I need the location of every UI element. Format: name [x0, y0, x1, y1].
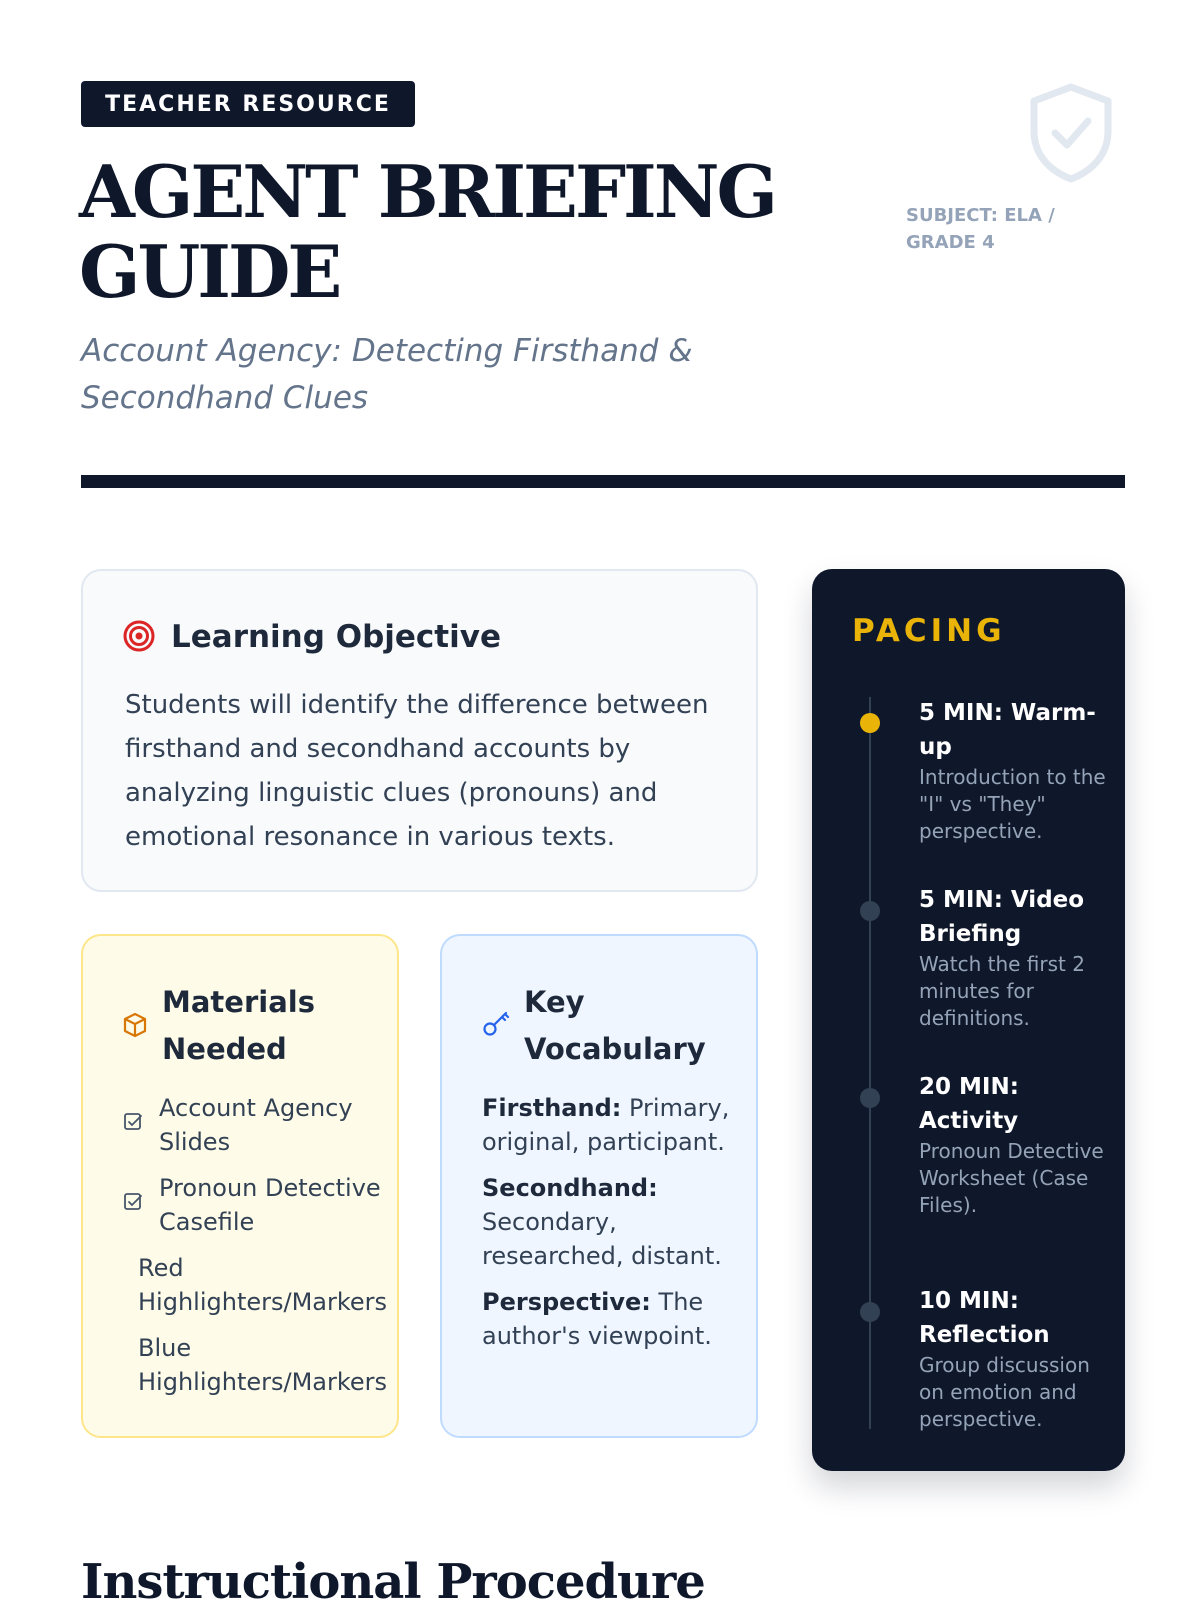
vocabulary-definition: Secondary, researched, distant. [482, 1208, 722, 1270]
vocabulary-card [440, 934, 758, 1438]
learning-objective-heading: Learning Objective [171, 619, 501, 655]
key-icon [482, 1008, 510, 1038]
pacing-item-desc: Pronoun Detective Worksheet (Case Files). [919, 1139, 1104, 1217]
title-line-2: GUIDE [79, 229, 340, 314]
timeline-dot [860, 1302, 880, 1322]
materials-list [123, 1091, 393, 1411]
pacing-item-title: 20 MIN: Activity [919, 1074, 1019, 1134]
checkbox-icon [123, 1192, 143, 1212]
timeline-dot-active [860, 713, 880, 733]
subject-label: SUBJECT: ELA / GRADE 4 [906, 205, 1055, 253]
list-item [123, 1331, 393, 1399]
pacing-item [919, 883, 1109, 1032]
material-label: Blue Highlighters/Markers [138, 1334, 388, 1396]
target-icon [123, 620, 155, 652]
learning-objective-text: Students will identify the difference between firsthand and secondhand accounts by analyzing linguistic clues (pronouns) and emotional resonance in various texts. [125, 690, 709, 852]
checkbox-icon [123, 1112, 143, 1132]
vocabulary-list [482, 1091, 732, 1365]
pacing-item-title: 5 MIN: Video Briefing [919, 887, 1085, 947]
material-label: Red Highlighters/Markers [138, 1254, 388, 1316]
timeline-dot [860, 1088, 880, 1108]
vocabulary-item [482, 1285, 732, 1353]
vocabulary-definition: The author's viewpoint. [482, 1288, 712, 1350]
vocabulary-item [482, 1171, 732, 1273]
procedure-heading: Instructional Procedure [81, 1554, 705, 1600]
pacing-item-desc: Group discussion on emotion and perspective. [919, 1353, 1090, 1431]
page-subtitle: Account Agency: Detecting Firsthand & Secondhand Clues [81, 333, 693, 416]
vocabulary-term: Firsthand: [482, 1094, 622, 1122]
pacing-heading: PACING [852, 613, 1006, 649]
pacing-item-title: 10 MIN: Reflection [919, 1288, 1050, 1348]
material-label: Account Agency Slides [159, 1094, 353, 1156]
vocabulary-heading: Key Vocabulary [524, 985, 706, 1066]
pacing-item-desc: Introduction to the "I" vs "They" perspective. [919, 765, 1106, 843]
material-label: Pronoun Detective Casefile [159, 1174, 381, 1236]
page-title [79, 149, 879, 314]
vocabulary-definition: Primary, original, participant. [482, 1094, 730, 1156]
header-divider [81, 475, 1125, 488]
pacing-item-desc: Watch the first 2 minutes for definitions. [919, 952, 1085, 1030]
materials-card [81, 934, 399, 1438]
vocabulary-term: Secondhand: [482, 1174, 658, 1202]
list-item [123, 1091, 393, 1159]
pacing-card [812, 569, 1125, 1471]
materials-heading: Materials Needed [162, 985, 315, 1066]
pacing-item [919, 1070, 1109, 1219]
teacher-resource-badge: TEACHER RESOURCE [81, 81, 415, 127]
shield-check-icon [1028, 83, 1114, 183]
learning-objective-card [81, 569, 758, 892]
vocabulary-term: Perspective: [482, 1288, 651, 1316]
pacing-item [919, 1284, 1109, 1433]
title-line-1: AGENT BRIEFING [79, 149, 776, 234]
timeline-dot [860, 901, 880, 921]
list-item [123, 1171, 393, 1239]
pacing-item [919, 696, 1109, 845]
vocabulary-item [482, 1091, 732, 1159]
pacing-item-title: 5 MIN: Warm-up [919, 700, 1096, 760]
list-item [123, 1251, 393, 1319]
box-icon [123, 1012, 147, 1038]
